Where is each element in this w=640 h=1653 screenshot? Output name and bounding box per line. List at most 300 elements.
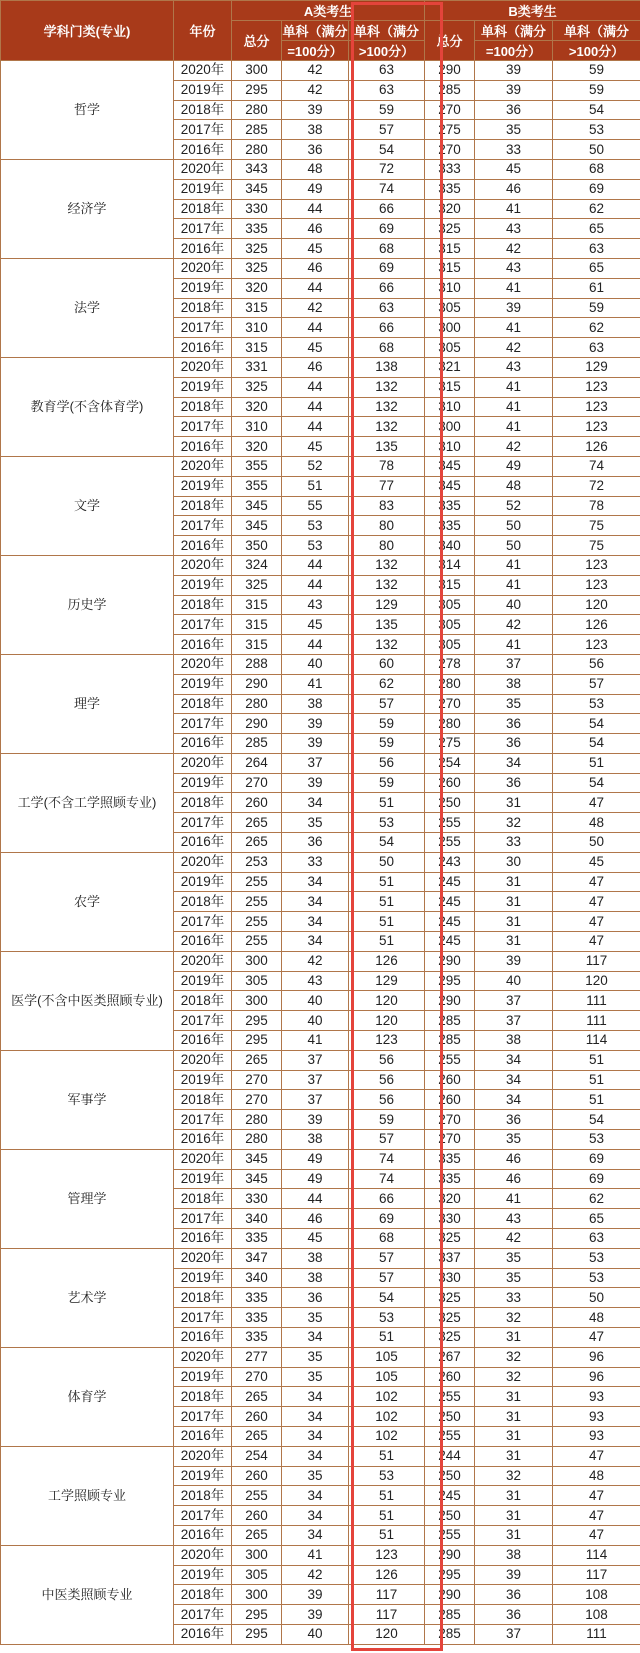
group-b-total-cell: 290 xyxy=(425,1585,475,1605)
group-b-total-cell: 275 xyxy=(425,734,475,754)
group-b-single-eq100-cell: 34 xyxy=(475,1050,553,1070)
table-row xyxy=(1,357,640,377)
group-a-single-eq100-cell: 36 xyxy=(282,140,349,160)
group-b-total-cell: 275 xyxy=(425,120,475,140)
group-a-single-eq100-cell: 40 xyxy=(282,654,349,674)
group-a-total-cell: 290 xyxy=(232,714,282,734)
year-cell: 2016年 xyxy=(174,1426,232,1446)
group-b-single-gt100-cell: 53 xyxy=(553,1268,640,1288)
group-a-single-gt100-cell: 51 xyxy=(349,892,425,912)
category-cell: 文学 xyxy=(1,456,174,555)
year-cell: 2018年 xyxy=(174,1486,232,1506)
group-b-single-gt100-cell: 69 xyxy=(553,1149,640,1169)
group-b-single-eq100-cell: 35 xyxy=(475,1268,553,1288)
group-a-total-cell: 288 xyxy=(232,654,282,674)
group-b-single-eq100-cell: 31 xyxy=(475,1446,553,1466)
header-a-single-eq-top: 单科（满分 xyxy=(282,21,349,41)
table-row xyxy=(1,1347,640,1367)
year-cell: 2019年 xyxy=(174,1367,232,1387)
group-b-total-cell: 290 xyxy=(425,991,475,1011)
group-b-single-eq100-cell: 45 xyxy=(475,159,553,179)
group-a-total-cell: 280 xyxy=(232,1130,282,1150)
year-cell: 2017年 xyxy=(174,1011,232,1031)
group-b-single-gt100-cell: 96 xyxy=(553,1347,640,1367)
year-cell: 2017年 xyxy=(174,318,232,338)
group-a-single-gt100-cell: 126 xyxy=(349,1565,425,1585)
group-a-single-gt100-cell: 54 xyxy=(349,833,425,853)
group-a-single-gt100-cell: 51 xyxy=(349,1525,425,1545)
group-a-total-cell: 331 xyxy=(232,357,282,377)
group-b-total-cell: 285 xyxy=(425,1605,475,1625)
year-cell: 2016年 xyxy=(174,734,232,754)
group-b-single-gt100-cell: 114 xyxy=(553,1031,640,1051)
group-b-total-cell: 267 xyxy=(425,1347,475,1367)
category-cell: 管理学 xyxy=(1,1149,174,1248)
group-b-single-gt100-cell: 47 xyxy=(553,793,640,813)
category-cell: 工学(不含工学照顾专业) xyxy=(1,753,174,852)
group-b-total-cell: 243 xyxy=(425,852,475,872)
group-b-total-cell: 295 xyxy=(425,971,475,991)
group-b-total-cell: 260 xyxy=(425,1070,475,1090)
group-a-single-gt100-cell: 117 xyxy=(349,1585,425,1605)
year-cell: 2016年 xyxy=(174,338,232,358)
group-a-single-gt100-cell: 120 xyxy=(349,1624,425,1644)
group-a-total-cell: 265 xyxy=(232,1525,282,1545)
group-a-single-eq100-cell: 44 xyxy=(282,397,349,417)
group-a-single-gt100-cell: 53 xyxy=(349,1308,425,1328)
table-row xyxy=(1,61,640,81)
header-category: 学科门类(专业) xyxy=(1,1,174,61)
group-b-single-eq100-cell: 36 xyxy=(475,734,553,754)
group-b-total-cell: 255 xyxy=(425,1426,475,1446)
group-b-single-gt100-cell: 75 xyxy=(553,536,640,556)
category-cell: 历史学 xyxy=(1,555,174,654)
group-b-single-eq100-cell: 36 xyxy=(475,1110,553,1130)
group-a-single-eq100-cell: 34 xyxy=(282,1446,349,1466)
group-b-single-eq100-cell: 38 xyxy=(475,674,553,694)
group-b-single-eq100-cell: 50 xyxy=(475,536,553,556)
year-cell: 2019年 xyxy=(174,1070,232,1090)
group-a-total-cell: 320 xyxy=(232,437,282,457)
group-a-single-eq100-cell: 37 xyxy=(282,1050,349,1070)
group-a-total-cell: 315 xyxy=(232,615,282,635)
group-b-single-eq100-cell: 39 xyxy=(475,1565,553,1585)
group-b-single-gt100-cell: 111 xyxy=(553,1624,640,1644)
group-a-single-eq100-cell: 37 xyxy=(282,753,349,773)
category-cell: 法学 xyxy=(1,258,174,357)
group-b-single-gt100-cell: 74 xyxy=(553,456,640,476)
group-b-single-gt100-cell: 93 xyxy=(553,1387,640,1407)
group-a-single-gt100-cell: 54 xyxy=(349,1288,425,1308)
group-b-single-gt100-cell: 47 xyxy=(553,1328,640,1348)
group-a-total-cell: 280 xyxy=(232,140,282,160)
group-a-single-gt100-cell: 59 xyxy=(349,714,425,734)
group-b-single-eq100-cell: 39 xyxy=(475,298,553,318)
group-a-single-gt100-cell: 50 xyxy=(349,852,425,872)
year-cell: 2017年 xyxy=(174,1506,232,1526)
group-a-single-eq100-cell: 34 xyxy=(282,1328,349,1348)
group-a-single-eq100-cell: 38 xyxy=(282,1268,349,1288)
group-a-single-eq100-cell: 34 xyxy=(282,912,349,932)
group-a-single-eq100-cell: 49 xyxy=(282,1169,349,1189)
year-cell: 2018年 xyxy=(174,1288,232,1308)
year-cell: 2018年 xyxy=(174,1585,232,1605)
group-b-total-cell: 305 xyxy=(425,595,475,615)
group-b-single-eq100-cell: 40 xyxy=(475,971,553,991)
group-a-total-cell: 253 xyxy=(232,852,282,872)
year-cell: 2016年 xyxy=(174,932,232,952)
group-a-single-gt100-cell: 56 xyxy=(349,1070,425,1090)
category-cell: 理学 xyxy=(1,654,174,753)
category-cell: 军事学 xyxy=(1,1050,174,1149)
group-a-total-cell: 340 xyxy=(232,1209,282,1229)
group-a-single-gt100-cell: 102 xyxy=(349,1387,425,1407)
group-a-total-cell: 347 xyxy=(232,1248,282,1268)
group-b-single-gt100-cell: 108 xyxy=(553,1605,640,1625)
group-a-single-gt100-cell: 117 xyxy=(349,1605,425,1625)
year-cell: 2020年 xyxy=(174,654,232,674)
group-a-single-eq100-cell: 39 xyxy=(282,734,349,754)
category-cell: 农学 xyxy=(1,852,174,951)
group-a-total-cell: 330 xyxy=(232,1189,282,1209)
group-a-single-gt100-cell: 63 xyxy=(349,298,425,318)
group-a-single-eq100-cell: 34 xyxy=(282,793,349,813)
category-cell: 艺术学 xyxy=(1,1248,174,1347)
group-b-single-eq100-cell: 34 xyxy=(475,1070,553,1090)
year-cell: 2019年 xyxy=(174,1169,232,1189)
header-a-single-gt100: >100分） xyxy=(349,41,425,61)
group-b-total-cell: 278 xyxy=(425,654,475,674)
group-a-single-eq100-cell: 45 xyxy=(282,338,349,358)
group-b-total-cell: 245 xyxy=(425,1486,475,1506)
group-b-single-gt100-cell: 123 xyxy=(553,555,640,575)
year-cell: 2020年 xyxy=(174,555,232,575)
group-b-single-eq100-cell: 52 xyxy=(475,496,553,516)
group-b-total-cell: 255 xyxy=(425,833,475,853)
group-b-total-cell: 305 xyxy=(425,298,475,318)
group-b-single-gt100-cell: 62 xyxy=(553,318,640,338)
group-b-single-gt100-cell: 53 xyxy=(553,120,640,140)
group-b-single-eq100-cell: 46 xyxy=(475,1169,553,1189)
group-a-total-cell: 315 xyxy=(232,635,282,655)
group-a-single-gt100-cell: 62 xyxy=(349,674,425,694)
group-b-total-cell: 250 xyxy=(425,793,475,813)
year-cell: 2020年 xyxy=(174,951,232,971)
group-b-single-gt100-cell: 68 xyxy=(553,159,640,179)
year-cell: 2019年 xyxy=(174,1466,232,1486)
group-a-total-cell: 270 xyxy=(232,773,282,793)
header-year: 年份 xyxy=(174,1,232,61)
group-b-single-eq100-cell: 31 xyxy=(475,932,553,952)
group-b-total-cell: 321 xyxy=(425,357,475,377)
group-a-single-eq100-cell: 45 xyxy=(282,1229,349,1249)
group-b-total-cell: 260 xyxy=(425,1367,475,1387)
group-b-single-gt100-cell: 69 xyxy=(553,1169,640,1189)
group-a-single-eq100-cell: 36 xyxy=(282,1288,349,1308)
group-b-single-gt100-cell: 48 xyxy=(553,813,640,833)
year-cell: 2019年 xyxy=(174,773,232,793)
group-b-single-gt100-cell: 51 xyxy=(553,1050,640,1070)
group-b-single-gt100-cell: 123 xyxy=(553,377,640,397)
category-cell: 经济学 xyxy=(1,159,174,258)
group-b-single-eq100-cell: 41 xyxy=(475,397,553,417)
group-b-total-cell: 290 xyxy=(425,61,475,81)
category-cell: 中医类照顾专业 xyxy=(1,1545,174,1644)
group-a-single-gt100-cell: 129 xyxy=(349,595,425,615)
group-b-total-cell: 335 xyxy=(425,496,475,516)
group-b-single-eq100-cell: 31 xyxy=(475,872,553,892)
group-b-total-cell: 270 xyxy=(425,140,475,160)
group-b-single-eq100-cell: 30 xyxy=(475,852,553,872)
group-a-total-cell: 300 xyxy=(232,1585,282,1605)
group-a-single-eq100-cell: 34 xyxy=(282,1506,349,1526)
group-a-total-cell: 265 xyxy=(232,1426,282,1446)
group-b-single-eq100-cell: 32 xyxy=(475,1308,553,1328)
group-b-single-eq100-cell: 35 xyxy=(475,694,553,714)
group-a-single-eq100-cell: 38 xyxy=(282,1248,349,1268)
group-a-single-gt100-cell: 59 xyxy=(349,100,425,120)
group-b-single-eq100-cell: 32 xyxy=(475,1367,553,1387)
group-a-single-gt100-cell: 51 xyxy=(349,793,425,813)
table-row xyxy=(1,753,640,773)
group-b-total-cell: 290 xyxy=(425,1545,475,1565)
year-cell: 2020年 xyxy=(174,357,232,377)
group-a-total-cell: 325 xyxy=(232,258,282,278)
group-a-single-eq100-cell: 53 xyxy=(282,536,349,556)
group-b-single-eq100-cell: 42 xyxy=(475,437,553,457)
year-cell: 2018年 xyxy=(174,100,232,120)
group-a-single-eq100-cell: 41 xyxy=(282,674,349,694)
group-a-single-gt100-cell: 57 xyxy=(349,694,425,714)
year-cell: 2018年 xyxy=(174,595,232,615)
group-b-total-cell: 335 xyxy=(425,179,475,199)
group-b-single-gt100-cell: 93 xyxy=(553,1407,640,1427)
group-b-single-gt100-cell: 69 xyxy=(553,179,640,199)
group-a-total-cell: 330 xyxy=(232,199,282,219)
group-a-total-cell: 340 xyxy=(232,1268,282,1288)
group-a-single-eq100-cell: 35 xyxy=(282,1308,349,1328)
group-b-total-cell: 250 xyxy=(425,1407,475,1427)
group-b-total-cell: 305 xyxy=(425,338,475,358)
year-cell: 2020年 xyxy=(174,753,232,773)
group-a-total-cell: 280 xyxy=(232,694,282,714)
group-a-single-gt100-cell: 57 xyxy=(349,1268,425,1288)
group-b-single-eq100-cell: 41 xyxy=(475,377,553,397)
group-a-total-cell: 277 xyxy=(232,1347,282,1367)
year-cell: 2020年 xyxy=(174,1248,232,1268)
group-b-single-gt100-cell: 59 xyxy=(553,298,640,318)
group-a-single-gt100-cell: 59 xyxy=(349,734,425,754)
group-a-single-gt100-cell: 105 xyxy=(349,1347,425,1367)
group-b-single-eq100-cell: 41 xyxy=(475,199,553,219)
group-a-single-gt100-cell: 69 xyxy=(349,219,425,239)
group-b-total-cell: 335 xyxy=(425,1169,475,1189)
group-a-single-eq100-cell: 44 xyxy=(282,575,349,595)
group-a-single-eq100-cell: 38 xyxy=(282,1130,349,1150)
group-b-total-cell: 333 xyxy=(425,159,475,179)
group-b-total-cell: 250 xyxy=(425,1466,475,1486)
group-a-single-eq100-cell: 36 xyxy=(282,833,349,853)
group-a-total-cell: 295 xyxy=(232,1624,282,1644)
group-b-single-gt100-cell: 65 xyxy=(553,219,640,239)
header-b-single-eq100: =100分） xyxy=(475,41,553,61)
group-a-single-eq100-cell: 53 xyxy=(282,516,349,536)
group-a-single-eq100-cell: 46 xyxy=(282,357,349,377)
group-b-single-gt100-cell: 96 xyxy=(553,1367,640,1387)
group-b-total-cell: 305 xyxy=(425,615,475,635)
group-b-single-gt100-cell: 51 xyxy=(553,1090,640,1110)
group-b-total-cell: 245 xyxy=(425,892,475,912)
year-cell: 2016年 xyxy=(174,1229,232,1249)
group-a-single-eq100-cell: 35 xyxy=(282,1347,349,1367)
group-a-single-gt100-cell: 132 xyxy=(349,417,425,437)
year-cell: 2020年 xyxy=(174,1347,232,1367)
group-b-single-eq100-cell: 31 xyxy=(475,1506,553,1526)
group-b-single-gt100-cell: 72 xyxy=(553,476,640,496)
group-b-single-gt100-cell: 123 xyxy=(553,575,640,595)
group-a-total-cell: 280 xyxy=(232,1110,282,1130)
group-a-total-cell: 295 xyxy=(232,80,282,100)
group-a-total-cell: 265 xyxy=(232,813,282,833)
year-cell: 2020年 xyxy=(174,1149,232,1169)
group-a-total-cell: 310 xyxy=(232,417,282,437)
group-a-total-cell: 285 xyxy=(232,734,282,754)
group-a-single-gt100-cell: 69 xyxy=(349,258,425,278)
group-b-total-cell: 254 xyxy=(425,753,475,773)
group-b-single-eq100-cell: 36 xyxy=(475,100,553,120)
group-b-total-cell: 245 xyxy=(425,912,475,932)
table-row xyxy=(1,1248,640,1268)
group-b-total-cell: 260 xyxy=(425,773,475,793)
group-b-total-cell: 285 xyxy=(425,80,475,100)
group-b-single-gt100-cell: 51 xyxy=(553,753,640,773)
group-a-single-eq100-cell: 39 xyxy=(282,714,349,734)
year-cell: 2020年 xyxy=(174,1446,232,1466)
group-b-total-cell: 325 xyxy=(425,1328,475,1348)
group-a-total-cell: 345 xyxy=(232,179,282,199)
group-a-total-cell: 345 xyxy=(232,1169,282,1189)
group-b-single-gt100-cell: 93 xyxy=(553,1426,640,1446)
group-a-single-gt100-cell: 77 xyxy=(349,476,425,496)
group-b-single-eq100-cell: 50 xyxy=(475,516,553,536)
group-a-total-cell: 345 xyxy=(232,496,282,516)
group-b-single-gt100-cell: 54 xyxy=(553,1110,640,1130)
category-cell: 哲学 xyxy=(1,61,174,160)
group-a-single-gt100-cell: 132 xyxy=(349,377,425,397)
group-b-single-eq100-cell: 31 xyxy=(475,912,553,932)
group-b-total-cell: 280 xyxy=(425,674,475,694)
group-a-total-cell: 305 xyxy=(232,1565,282,1585)
group-a-total-cell: 345 xyxy=(232,1149,282,1169)
group-b-single-eq100-cell: 31 xyxy=(475,1525,553,1545)
group-a-single-gt100-cell: 105 xyxy=(349,1367,425,1387)
group-a-single-eq100-cell: 39 xyxy=(282,1110,349,1130)
year-cell: 2020年 xyxy=(174,1545,232,1565)
year-cell: 2017年 xyxy=(174,417,232,437)
group-a-single-gt100-cell: 132 xyxy=(349,397,425,417)
category-cell: 工学照顾专业 xyxy=(1,1446,174,1545)
group-b-total-cell: 250 xyxy=(425,1506,475,1526)
group-b-single-gt100-cell: 54 xyxy=(553,773,640,793)
group-a-single-gt100-cell: 68 xyxy=(349,1229,425,1249)
group-b-single-eq100-cell: 41 xyxy=(475,278,553,298)
group-b-total-cell: 335 xyxy=(425,1149,475,1169)
year-cell: 2019年 xyxy=(174,1268,232,1288)
group-a-single-gt100-cell: 132 xyxy=(349,555,425,575)
group-a-single-eq100-cell: 44 xyxy=(282,1189,349,1209)
group-b-single-gt100-cell: 117 xyxy=(553,951,640,971)
group-b-single-eq100-cell: 35 xyxy=(475,1130,553,1150)
group-a-single-gt100-cell: 123 xyxy=(349,1031,425,1051)
year-cell: 2017年 xyxy=(174,219,232,239)
group-a-single-gt100-cell: 69 xyxy=(349,1209,425,1229)
group-b-single-eq100-cell: 34 xyxy=(475,753,553,773)
group-a-single-eq100-cell: 46 xyxy=(282,258,349,278)
group-b-single-eq100-cell: 38 xyxy=(475,1545,553,1565)
group-b-single-eq100-cell: 42 xyxy=(475,1229,553,1249)
year-cell: 2019年 xyxy=(174,476,232,496)
group-a-single-eq100-cell: 44 xyxy=(282,199,349,219)
group-b-total-cell: 315 xyxy=(425,575,475,595)
year-cell: 2017年 xyxy=(174,1407,232,1427)
group-b-total-cell: 290 xyxy=(425,951,475,971)
table-row xyxy=(1,951,640,971)
table-row xyxy=(1,1149,640,1169)
group-b-total-cell: 320 xyxy=(425,199,475,219)
group-b-total-cell: 270 xyxy=(425,100,475,120)
table-row xyxy=(1,159,640,179)
group-a-total-cell: 255 xyxy=(232,892,282,912)
year-cell: 2019年 xyxy=(174,80,232,100)
header-a-single-gt-top: 单科（满分 xyxy=(349,21,425,41)
group-a-single-eq100-cell: 39 xyxy=(282,100,349,120)
group-b-single-gt100-cell: 48 xyxy=(553,1308,640,1328)
group-b-single-gt100-cell: 123 xyxy=(553,635,640,655)
group-b-total-cell: 285 xyxy=(425,1031,475,1051)
group-a-single-gt100-cell: 126 xyxy=(349,951,425,971)
group-a-single-gt100-cell: 135 xyxy=(349,615,425,635)
group-b-total-cell: 325 xyxy=(425,1288,475,1308)
group-b-single-eq100-cell: 32 xyxy=(475,813,553,833)
group-b-single-gt100-cell: 62 xyxy=(553,199,640,219)
group-b-total-cell: 310 xyxy=(425,397,475,417)
group-a-single-gt100-cell: 54 xyxy=(349,140,425,160)
group-a-total-cell: 255 xyxy=(232,932,282,952)
header-b-single-gt-top: 单科（满分 xyxy=(553,21,640,41)
group-b-single-eq100-cell: 37 xyxy=(475,1011,553,1031)
group-b-single-eq100-cell: 34 xyxy=(475,1090,553,1110)
group-b-total-cell: 285 xyxy=(425,1011,475,1031)
group-a-single-gt100-cell: 63 xyxy=(349,80,425,100)
group-a-total-cell: 300 xyxy=(232,1545,282,1565)
group-b-single-gt100-cell: 126 xyxy=(553,437,640,457)
group-b-single-gt100-cell: 47 xyxy=(553,1506,640,1526)
group-a-single-eq100-cell: 35 xyxy=(282,1466,349,1486)
group-b-total-cell: 285 xyxy=(425,1624,475,1644)
year-cell: 2018年 xyxy=(174,199,232,219)
group-b-total-cell: 315 xyxy=(425,258,475,278)
group-b-single-eq100-cell: 36 xyxy=(475,1585,553,1605)
group-b-total-cell: 310 xyxy=(425,278,475,298)
group-a-single-eq100-cell: 38 xyxy=(282,120,349,140)
group-b-single-gt100-cell: 50 xyxy=(553,1288,640,1308)
group-b-single-gt100-cell: 47 xyxy=(553,1525,640,1545)
group-a-single-eq100-cell: 41 xyxy=(282,1031,349,1051)
category-cell: 教育学(不含体育学) xyxy=(1,357,174,456)
year-cell: 2019年 xyxy=(174,1565,232,1585)
group-a-single-eq100-cell: 34 xyxy=(282,1486,349,1506)
group-a-single-gt100-cell: 51 xyxy=(349,1446,425,1466)
